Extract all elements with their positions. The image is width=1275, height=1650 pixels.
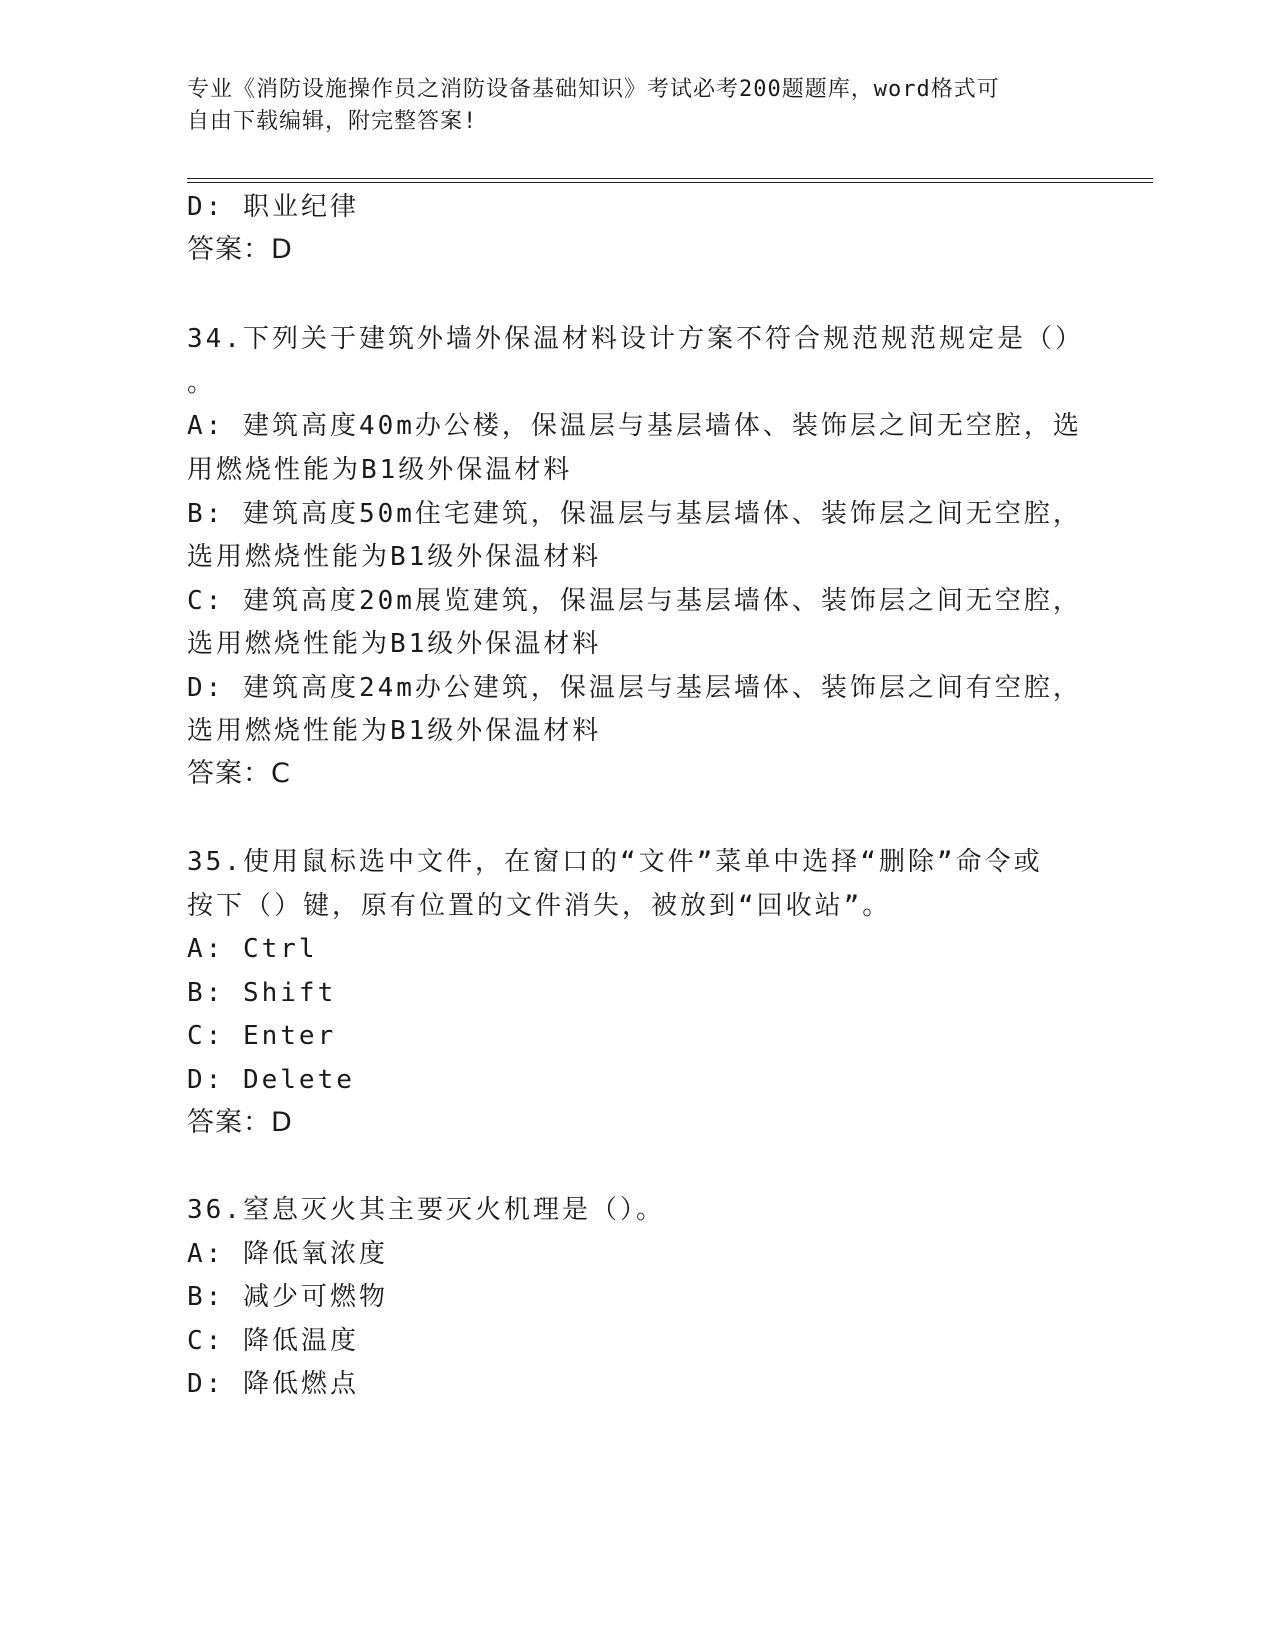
q36-option-a: A: 降低氧浓度 [187, 1239, 388, 1269]
q35-stem-line-2: 按下（）键，原有位置的文件消失，被放到“回收站”。 [187, 891, 892, 921]
q34-option-d-line-1: D: 建筑高度24m办公建筑，保温层与基层墙体、装饰层之间有空腔， [187, 673, 1082, 703]
q35-option-b: B: Shift [187, 978, 337, 1008]
q34-option-b-line-2: 选用燃烧性能为B1级外保温材料 [187, 542, 602, 572]
header-divider-bottom [187, 182, 1153, 183]
q34-option-d-line-2: 选用燃烧性能为B1级外保温材料 [187, 716, 602, 746]
q34-option-b-line-1: B: 建筑高度50m住宅建筑，保温层与基层墙体、装饰层之间无空腔， [187, 499, 1082, 529]
q34-option-c-line-2: 选用燃烧性能为B1级外保温材料 [187, 629, 602, 659]
q36-option-c: C: 降低温度 [187, 1326, 359, 1356]
q35-answer: 答案：D [187, 1107, 293, 1138]
q35-option-c: C: Enter [187, 1021, 337, 1051]
q34-option-c-line-1: C: 建筑高度20m展览建筑，保温层与基层墙体、装饰层之间无空腔， [187, 586, 1082, 616]
q35-option-d: D: Delete [187, 1065, 355, 1095]
q36-option-b: B: 减少可燃物 [187, 1282, 388, 1312]
header-line-2: 自由下载编辑，附完整答案! [187, 109, 478, 134]
header-line-1: 专业《消防设施操作员之消防设备基础知识》考试必考200题题库，word格式可 [187, 77, 1000, 102]
q35-option-a: A: Ctrl [187, 934, 318, 964]
q36-stem: 36.窒息灭火其主要灭火机理是（）。 [187, 1195, 665, 1225]
prev-answer: 答案：D [187, 234, 293, 265]
prev-option-d: D: 职业纪律 [187, 192, 359, 222]
q34-stem-line-1: 34.下列关于建筑外墙外保温材料设计方案不符合规范规范规定是（） [187, 324, 1084, 354]
header-divider-top [187, 178, 1153, 179]
q36-option-d: D: 降低燃点 [187, 1369, 359, 1399]
q35-stem-line-1: 35.使用鼠标选中文件，在窗口的“文件”菜单中选择“删除”命令或 [187, 847, 1043, 877]
q34-option-a-line-2: 用燃烧性能为B1级外保温材料 [187, 455, 573, 485]
q34-stem-line-2: 。 [187, 368, 217, 398]
q34-option-a-line-1: A: 建筑高度40m办公楼，保温层与基层墙体、装饰层之间无空腔，选 [187, 411, 1082, 441]
page-header [187, 74, 1067, 138]
q34-answer: 答案：C [187, 758, 291, 789]
